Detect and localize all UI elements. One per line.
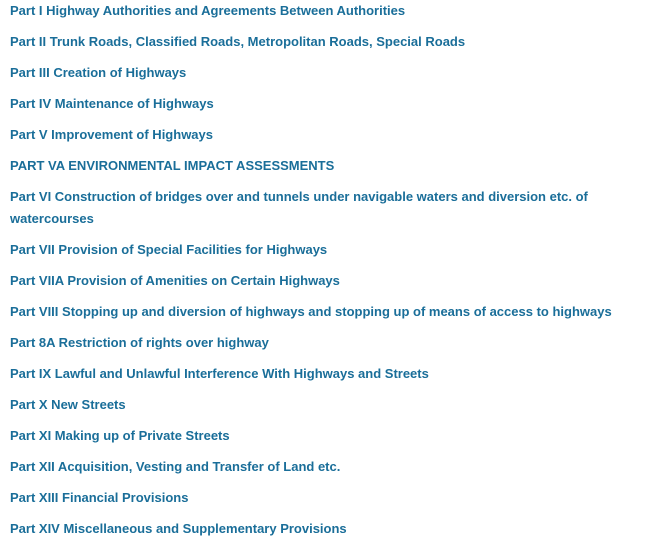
- list-item: [10, 93, 640, 124]
- part-8-link[interactable]: Part VIII Stopping up and diversion of highways and stopping up of means of access to highways: [10, 304, 612, 319]
- list-item: [10, 239, 640, 270]
- part-10-link[interactable]: Part X New Streets: [10, 397, 126, 412]
- list-item: [10, 0, 640, 31]
- list-item: [10, 456, 640, 487]
- part-12-link[interactable]: Part XII Acquisition, Vesting and Transfer of Land etc.: [10, 459, 341, 474]
- list-item: [10, 301, 640, 332]
- part-4-link[interactable]: Part IV Maintenance of Highways: [10, 96, 214, 111]
- part-14-link[interactable]: Part XIV Miscellaneous and Supplementary Provisions: [10, 521, 347, 536]
- list-item: [10, 62, 640, 93]
- part-8a-link[interactable]: Part 8A Restriction of rights over highway: [10, 335, 269, 350]
- list-item: [10, 155, 640, 186]
- list-item: [10, 394, 640, 425]
- part-6-link[interactable]: Part VI Construction of bridges over and tunnels under navigable waters and diversion etc. of watercourses: [10, 189, 588, 226]
- list-item: [10, 332, 640, 363]
- part-2-link[interactable]: Part II Trunk Roads, Classified Roads, Metropolitan Roads, Special Roads: [10, 34, 466, 49]
- part-7-link[interactable]: Part VII Provision of Special Facilities for Highways: [10, 242, 328, 257]
- list-item: [10, 186, 640, 239]
- part-9-link[interactable]: Part IX Lawful and Unlawful Interference With Highways and Streets: [10, 366, 429, 381]
- part-5a-link[interactable]: PART VA ENVIRONMENTAL IMPACT ASSESSMENTS: [10, 158, 335, 173]
- part-11-link[interactable]: Part XI Making up of Private Streets: [10, 428, 230, 443]
- list-item: [10, 124, 640, 155]
- list-item: [10, 31, 640, 62]
- part-3-link[interactable]: Part III Creation of Highways: [10, 65, 187, 80]
- parts-list: [10, 0, 640, 549]
- part-5-link[interactable]: Part V Improvement of Highways: [10, 127, 213, 142]
- part-13-link[interactable]: Part XIII Financial Provisions: [10, 490, 189, 505]
- list-item: [10, 270, 640, 301]
- part-1-link[interactable]: Part I Highway Authorities and Agreements Between Authorities: [10, 3, 406, 18]
- list-item: [10, 518, 640, 549]
- list-item: [10, 363, 640, 394]
- list-item: [10, 487, 640, 518]
- list-item: [10, 425, 640, 456]
- part-7a-link[interactable]: Part VIIA Provision of Amenities on Certain Highways: [10, 273, 340, 288]
